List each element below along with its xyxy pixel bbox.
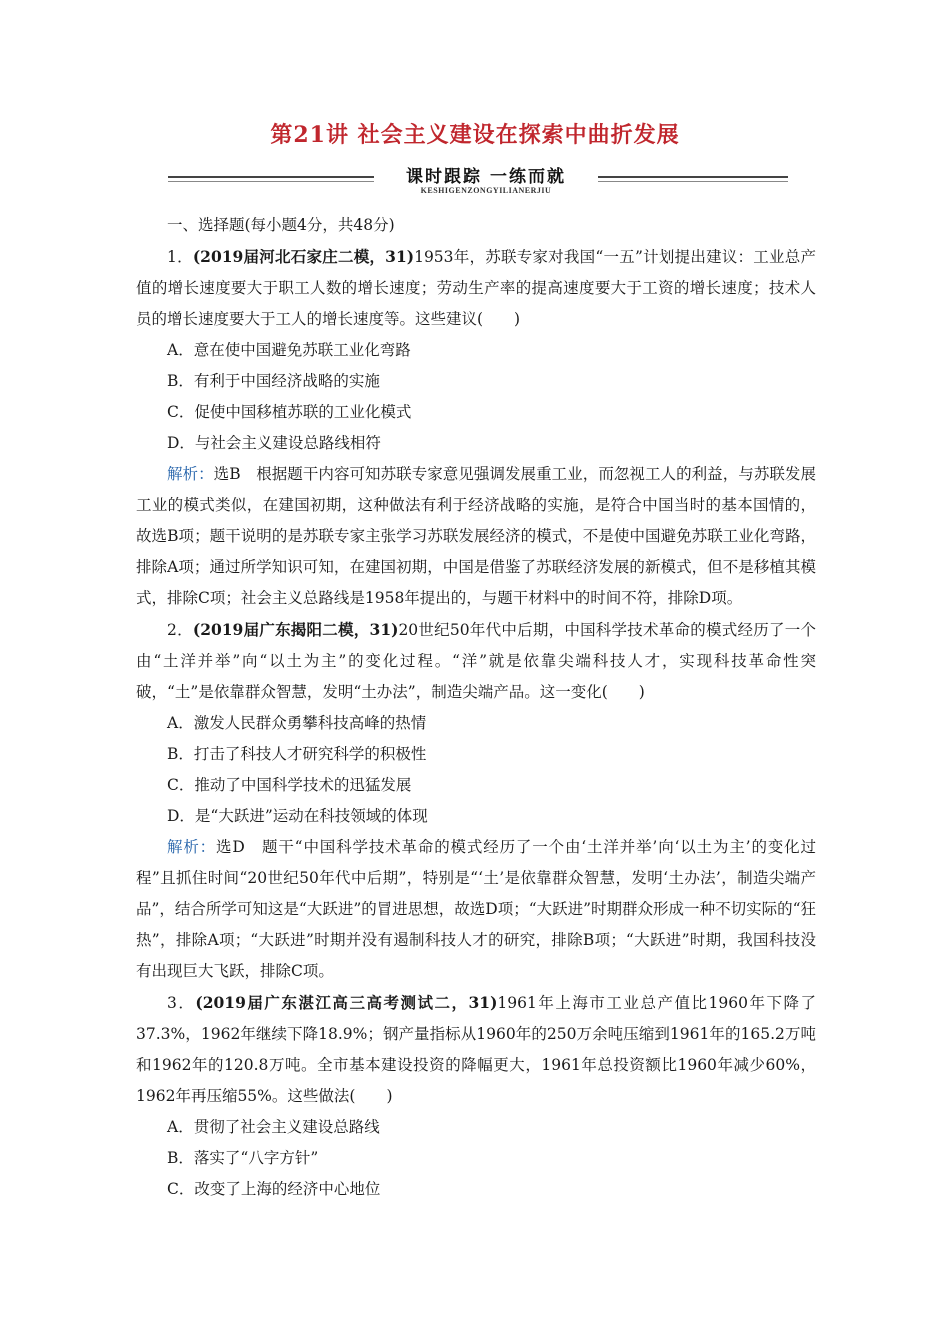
page-title: 第21讲 社会主义建设在探索中曲折发展	[270, 122, 680, 148]
section-banner	[168, 162, 788, 200]
question-number: 3．	[167, 994, 196, 1012]
question-text: 20世纪50年代中后期，中国科学技术革命的模式经历了一个由“土洋并举”向“以土为主”的变化过程。“洋”就是依靠尖端科技人才，实现科技革命性突破，“土”是依靠群众智慧，发明“土办法”，制造尖端产品。这一变化( )	[136, 621, 816, 701]
question-2-stem	[136, 614, 816, 708]
question-2-option-c: C．推动了中国科学技术的迅猛发展	[167, 776, 412, 794]
banner-label: 课时跟踪 一练而就	[406, 167, 566, 187]
question-text: 1961年上海市工业总产值比1960年下降了37.3%，1962年继续下降18.9%；钢产量指标从1960年的250万余吨压缩到1961年的165.2万吨和1962年的120.8万吨。全市基本建设投资的降幅更大，1961年总投资额比1960年减少60%，1962年再压缩55%。这些做法( )	[136, 994, 816, 1105]
question-2-option-a: A．激发人民群众勇攀科技高峰的热情	[167, 714, 427, 732]
question-3-option-c: C．改变了上海的经济中心地位	[167, 1180, 381, 1198]
question-source: (2019届广东湛江高三高考测试二，31)	[195, 993, 498, 1012]
question-2-option-b: B．打击了科技人才研究科学的积极性	[167, 745, 427, 763]
question-2-option-d: D．是“大跃进”运动在科技领域的体现	[167, 807, 428, 825]
question-source: (2019届河北石家庄二模，31)	[192, 247, 415, 266]
question-number: 1．	[167, 248, 193, 266]
document-body	[136, 210, 816, 1205]
question-source: (2019届广东揭阳二模，31)	[192, 620, 399, 639]
banner-pinyin: KESHIGENZONGYILIANERJIU	[420, 186, 552, 195]
analysis-text: 选D 题干“中国科学技术革命的模式经历了一个由‘土洋并举’向‘以土为主’的变化过程”且抓住时间“20世纪50年代中后期”，特别是“‘土’是依靠群众智慧，发明‘土办法’，制造尖端产品”，结合所学可知这是“大跃进”的冒进思想，故选D项；“大跃进”时期群众形成一种不切实际的“狂热”，排除A项；“大跃进”时期并没有遏制科技人才的研究，排除B项；“大跃进”时期，我国科技没有出现巨大飞跃，排除C项。	[136, 838, 816, 980]
question-1-option-d: D．与社会主义建设总路线相符	[167, 434, 381, 452]
section-heading: 一、选择题(每小题4分，共48分)	[167, 216, 395, 234]
question-3-option-b: B．落实了“八字方针”	[167, 1149, 319, 1167]
question-number: 2．	[167, 621, 193, 639]
question-text: 1953年，苏联专家对我国“一五”计划提出建议：工业总产值的增长速度要大于职工人数的增长速度；劳动生产率的提高速度要大于工资的增长速度；技术人员的增长速度要大于工人的增长速度等。这些建议( )	[136, 248, 816, 328]
question-1-option-a: A．意在使中国避免苏联工业化弯路	[167, 341, 411, 359]
banner-rule-right	[598, 176, 788, 178]
question-3-stem	[136, 987, 816, 1112]
question-1-option-b: B．有利于中国经济战略的实施	[167, 372, 380, 390]
question-1-option-c: C．促使中国移植苏联的工业化模式	[167, 403, 412, 421]
question-1-analysis	[136, 459, 816, 614]
question-1-stem	[136, 241, 816, 335]
banner-rule-left	[168, 176, 374, 178]
question-2-analysis	[136, 832, 816, 987]
question-3-option-a: A．贯彻了社会主义建设总路线	[167, 1118, 380, 1136]
banner-rule-right-thin	[598, 181, 788, 182]
banner-rule-left-thin	[168, 181, 374, 182]
analysis-text: 选B 根据题干内容可知苏联专家意见强调发展重工业，而忽视工人的利益，与苏联发展工业的模式类似，在建国初期，这种做法有利于经济战略的实施，是符合中国当时的基本国情的，故选B项；题干说明的是苏联专家主张学习苏联发展经济的模式，不是使中国避免苏联工业化弯路，排除A项；通过所学知识可知，在建国初期，中国是借鉴了苏联经济发展的新模式，但不是移植其模式，排除C项；社会主义总路线是1958年提出的，与题干材料中的时间不符，排除D项。	[136, 465, 816, 607]
analysis-label: 解析：	[167, 465, 214, 483]
analysis-label: 解析：	[167, 838, 217, 856]
